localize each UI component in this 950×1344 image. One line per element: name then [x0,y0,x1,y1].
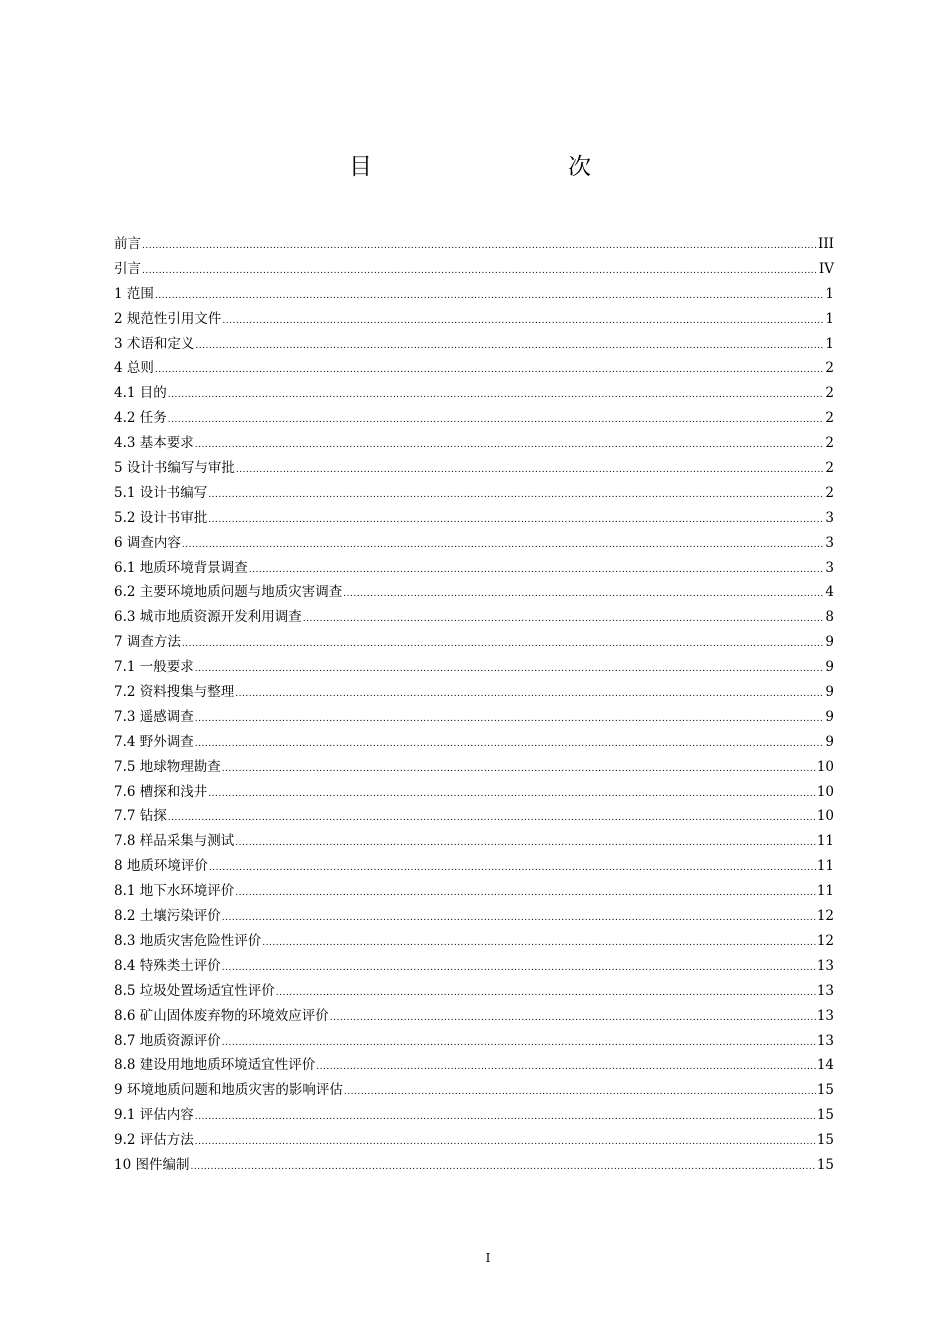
toc-entry-label: 2 规范性引用文件 [114,310,222,327]
toc-entry-label: 7.4 野外调查 [114,733,194,750]
toc-entry-page: 11 [816,883,834,900]
toc-dot-leader [222,906,816,931]
toc-entry-page: 15 [816,1082,834,1099]
toc-entry-page: 1 [825,285,834,302]
toc-dot-leader [190,1155,815,1180]
toc-entry-page: 11 [816,833,834,850]
toc-entry[interactable] [114,232,834,257]
toc-entry-page: 15 [816,1132,834,1149]
toc-entry-page: 2 [825,484,834,501]
toc-entry-label: 7.8 样品采集与测试 [114,833,235,850]
toc-entry-label: 8.4 特殊类土评价 [114,957,221,974]
toc-entry-label: 前言 [114,236,141,252]
toc-entry[interactable] [114,605,834,630]
toc-entry[interactable] [114,680,834,705]
toc-dot-leader [208,508,824,533]
toc-entry[interactable] [114,780,834,805]
toc-dot-leader [235,881,816,906]
toc-entry-page: 2 [825,385,834,402]
toc-entry[interactable] [114,755,834,780]
toc-entry-label: 4.1 目的 [114,385,167,402]
toc-entry[interactable] [114,282,834,307]
toc-entry-page: 13 [816,1007,834,1024]
toc-entry[interactable] [114,431,834,456]
toc-dot-leader [155,284,825,309]
toc-entry[interactable] [114,356,834,381]
toc-entry-label: 5.1 设计书编写 [114,484,208,501]
toc-entry-label: 7.1 一般要求 [114,659,194,676]
toc-dot-leader [222,757,816,782]
toc-entry-page: 11 [816,858,834,875]
toc-dot-leader [155,358,825,383]
toc-entry[interactable] [114,979,834,1004]
toc-entry-label: 6 调查内容 [114,534,181,551]
toc-entry[interactable] [114,854,834,879]
toc-entry-label: 7.7 钻探 [114,808,167,825]
toc-entry[interactable] [114,829,834,854]
toc-entry-page: 1 [825,310,834,327]
toc-entry[interactable] [114,655,834,680]
toc-entry[interactable] [114,506,834,531]
toc-dot-leader [222,1031,816,1056]
toc-dot-leader [182,632,825,657]
toc-entry-page: 15 [816,1107,834,1124]
toc-entry-label: 8.8 建设用地地质环境适宜性评价 [114,1057,316,1074]
toc-dot-leader [235,831,816,856]
toc-entry-label: 8.3 地质灾害危险性评价 [114,932,262,949]
toc-entry-label: 4 总则 [114,360,154,377]
toc-entry-page: 3 [825,559,834,576]
toc-entry-label: 8.1 地下水环境评价 [114,883,235,900]
toc-entry-page: 2 [825,360,834,377]
toc-entry-page: 13 [816,982,834,999]
page-title: 目 次 [349,154,641,180]
toc-entry-page: 13 [816,1032,834,1049]
toc-dot-leader [142,259,818,284]
toc-entry-page: 15 [816,1156,834,1173]
toc-entry-label: 8.2 土壤污染评价 [114,908,221,925]
toc-entry-label: 9.1 评估内容 [114,1107,194,1124]
toc-entry-page: 3 [825,534,834,551]
toc-entry-page: 2 [825,435,834,452]
toc-entry-label: 7.5 地球物理勘查 [114,758,221,775]
toc-entry[interactable] [114,1053,834,1078]
toc-entry-label: 3 术语和定义 [114,335,195,352]
toc-entry-page: 1 [825,335,834,352]
toc-dot-leader [209,856,816,881]
toc-entry-label: 7.2 资料搜集与整理 [114,684,235,701]
toc-entry[interactable] [114,1004,834,1029]
toc-entry[interactable] [114,307,834,332]
toc-entry[interactable] [114,954,834,979]
toc-entry-page: 3 [825,509,834,526]
toc-entry-page: 12 [816,908,834,925]
toc-entry-page: 9 [825,634,834,651]
toc-dot-leader [222,956,816,981]
toc-entry[interactable] [114,381,834,406]
toc-dot-leader [343,582,824,607]
toc-entry-page: 4 [825,584,834,601]
toc-dot-leader [168,806,816,831]
toc-dot-leader [168,383,825,408]
toc-entry-label: 8.5 垃圾处置场适宜性评价 [114,982,275,999]
toc-dot-leader [208,483,824,508]
toc-entry-label: 5 设计书编写与审批 [114,460,235,477]
toc-dot-leader [330,1006,816,1031]
toc-entry[interactable] [114,904,834,929]
toc-entry-label: 8.7 地质资源评价 [114,1032,221,1049]
toc-entry-label: 6.3 城市地质资源开发利用调查 [114,609,302,626]
toc-dot-leader [344,1080,816,1105]
toc-entry-page: III [818,236,834,252]
toc-dot-leader [195,1105,816,1130]
toc-entry-page: 2 [825,410,834,427]
toc-entry-label: 5.2 设计书审批 [114,509,208,526]
toc-dot-leader [249,558,825,583]
toc-entry[interactable] [114,730,834,755]
toc-dot-leader [168,408,825,433]
toc-entry[interactable] [114,531,834,556]
toc-entry[interactable] [114,879,834,904]
toc-dot-leader [195,657,825,682]
toc-entry[interactable] [114,556,834,581]
toc-entry-label: 4.3 基本要求 [114,435,194,452]
toc-entry-label: 引言 [114,260,141,277]
toc-entry[interactable] [114,705,834,730]
toc-entry-page: 12 [816,932,834,949]
toc-entry[interactable] [114,257,834,282]
toc-dot-leader [195,1130,816,1155]
toc-entry-page: IV [818,260,834,277]
toc-dot-leader [235,682,824,707]
toc-entry[interactable] [114,580,834,605]
toc-entry[interactable] [114,929,834,954]
toc-entry-page: 9 [825,684,834,701]
page-number: I [485,1251,491,1265]
toc-dot-leader [195,732,825,757]
toc-dot-leader [195,334,824,359]
toc-entry[interactable] [114,456,834,481]
toc-entry-page: 9 [825,659,834,676]
toc-dot-leader [316,1055,816,1080]
toc-dot-leader [208,782,816,807]
toc-entry[interactable] [114,804,834,829]
toc-entry-page: 10 [816,808,834,825]
toc-entry[interactable] [114,630,834,655]
toc-entry[interactable] [114,1103,834,1128]
toc-entry-label: 7.3 遥感调查 [114,708,194,725]
toc-entry[interactable] [114,1029,834,1054]
toc-entry-page: 14 [816,1057,834,1074]
toc-entry-label: 1 范围 [114,285,154,302]
toc-dot-leader [142,234,817,259]
toc-dot-leader [276,981,816,1006]
toc-entry-label: 8.6 矿山固体废弃物的环境效应评价 [114,1007,329,1024]
toc-entry-page: 10 [816,783,834,800]
toc-entry-page: 8 [825,609,834,626]
toc-entry-label: 9 环境地质问题和地质灾害的影响评估 [114,1082,343,1099]
toc-entry-label: 9.2 评估方法 [114,1132,194,1149]
toc-dot-leader [236,458,825,483]
table-of-contents [114,232,834,1178]
toc-entry[interactable] [114,1128,834,1153]
toc-entry-label: 7.6 槽探和浅井 [114,783,208,800]
toc-entry-page: 13 [816,957,834,974]
toc-entry-page: 2 [825,460,834,477]
toc-entry-label: 6.1 地质环境背景调查 [114,559,248,576]
toc-dot-leader [182,533,825,558]
toc-dot-leader [222,309,824,334]
toc-entry-page: 9 [825,733,834,750]
toc-entry-label: 10 图件编制 [114,1156,190,1173]
toc-entry-label: 4.2 任务 [114,410,167,427]
toc-entry[interactable] [114,406,834,431]
toc-entry-label: 6.2 主要环境地质问题与地质灾害调查 [114,584,343,601]
toc-entry[interactable] [114,1153,834,1178]
toc-entry[interactable] [114,332,834,357]
toc-entry-page: 10 [816,758,834,775]
toc-entry[interactable] [114,1078,834,1103]
toc-dot-leader [195,433,825,458]
toc-dot-leader [262,931,816,956]
toc-dot-leader [195,707,825,732]
toc-dot-leader [303,607,825,632]
toc-entry-label: 7 调查方法 [114,634,181,651]
toc-entry-label: 8 地质环境评价 [114,858,208,875]
toc-entry-page: 9 [825,708,834,725]
toc-entry[interactable] [114,481,834,506]
